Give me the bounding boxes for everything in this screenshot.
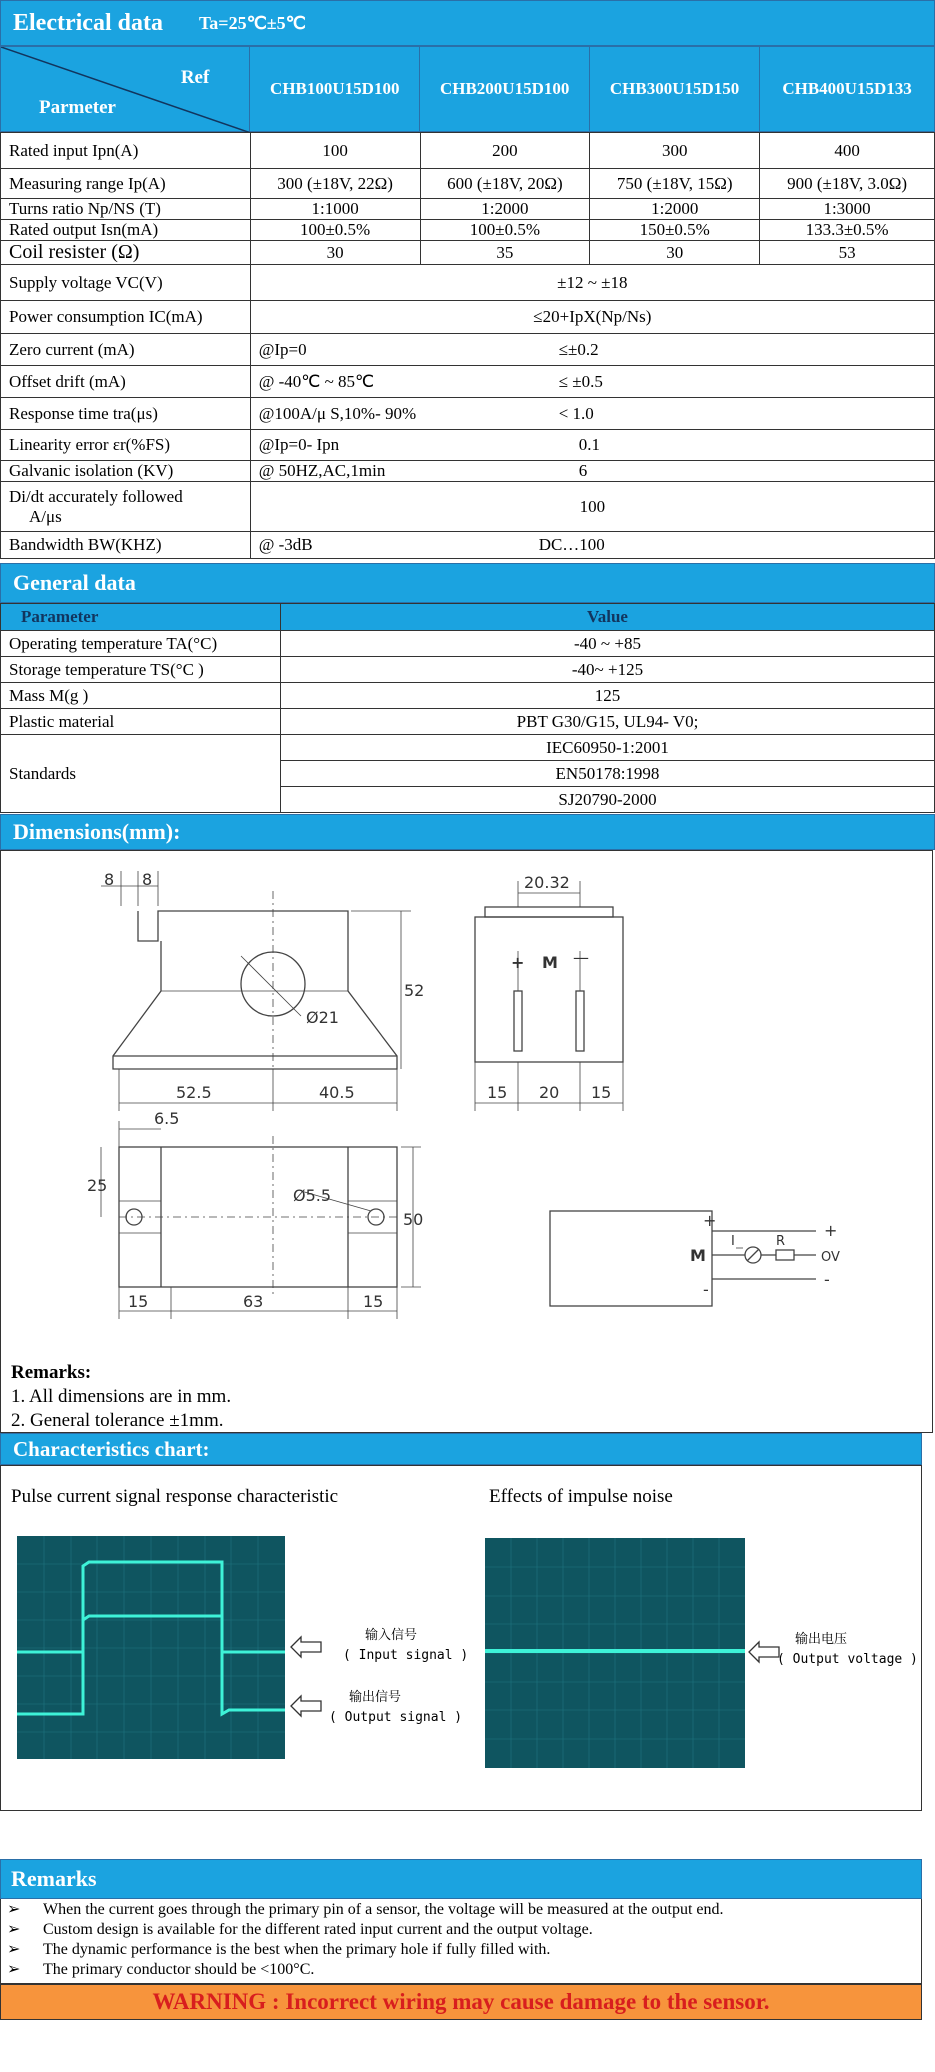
model-header-table [0, 46, 935, 132]
list-item [1, 1920, 921, 1940]
circuit-m: M [690, 1246, 706, 1265]
output-signal-label [329, 1688, 462, 1728]
table-row [1, 301, 935, 334]
row-label: Rated output Isn(mA) [1, 220, 251, 241]
row-label: Measuring range Ip(A) [1, 169, 251, 199]
cell: 100±0.5% [420, 220, 590, 241]
pulse-response-scope [17, 1536, 285, 1759]
row-label: Offset drift (mA) [1, 366, 251, 398]
electrical-model-header [0, 46, 935, 132]
general-header-row [1, 604, 935, 631]
value: ≤ ±0.5 [558, 371, 603, 391]
dim-d5: 40.5 [319, 1083, 355, 1102]
circuit-plus-in: + [703, 1211, 717, 1230]
condition: @Ip=0- Ipn [258, 435, 340, 454]
voltage-label-cn: 输出电压 [795, 1632, 848, 1647]
dim-minus: — [573, 948, 589, 967]
cell: PBT G30/G15, UL94- V0; [281, 709, 935, 735]
dim-d8: 20 [539, 1083, 560, 1102]
dim-d16: 15 [363, 1292, 384, 1311]
table-row [1, 430, 935, 461]
table-row [1, 398, 935, 430]
model-3: CHB400U15D133 [760, 47, 935, 132]
condition: @100A/μ S,10%- 90% [258, 403, 417, 423]
model-0: CHB100U15D100 [250, 47, 420, 132]
ref-label: Ref [180, 67, 210, 88]
cell [250, 398, 934, 430]
table-row [1, 169, 935, 199]
row-label: Supply voltage VC(V) [1, 265, 251, 301]
cell: 1:2000 [590, 199, 760, 220]
input-label-cn: 输入信号 [365, 1628, 418, 1643]
model-2: CHB300U15D150 [590, 47, 760, 132]
cell: -40 ~ +85 [281, 631, 935, 657]
dim-d15: 63 [243, 1292, 264, 1311]
electrical-data-title: Electrical data [13, 9, 163, 36]
cell: 1:3000 [760, 199, 935, 220]
cell: EN50178:1998 [281, 761, 935, 787]
output-arrow-icon [289, 1694, 323, 1718]
condition: @ 50HZ,AC,1min [258, 461, 386, 480]
row-label: Linearity error εr(%FS) [1, 430, 251, 461]
didt-label-line1: Di/dt accurately followed [9, 486, 183, 506]
general-data-header [0, 563, 935, 603]
dim-d14: 15 [128, 1292, 149, 1311]
cell: 53 [760, 241, 935, 265]
dim-d4: 52.5 [176, 1083, 212, 1102]
circuit-minus-in: - [703, 1280, 709, 1299]
right-chart-caption: Effects of impulse noise [489, 1486, 673, 1507]
cell: 200 [420, 133, 590, 169]
circuit-minus-out: - [824, 1270, 830, 1289]
table-row [1, 683, 935, 709]
output-label-cn: 输出信号 [349, 1690, 402, 1705]
remark-line: 2. General tolerance ±1mm. [11, 1410, 224, 1431]
dim-d3: Ø21 [306, 1008, 339, 1027]
dim-d1: 8 [142, 870, 153, 889]
output-voltage-label [777, 1630, 918, 1670]
table-row [1, 334, 935, 366]
col-value: Value [281, 604, 935, 631]
electrical-values-table [0, 132, 935, 559]
table-row [1, 709, 935, 735]
dim-d11: 25 [87, 1176, 108, 1195]
bullet-icon: ➢ [7, 1901, 21, 1918]
cell: 100 [250, 482, 934, 532]
characteristics-panel [0, 1465, 922, 1811]
value: < 1.0 [558, 403, 594, 423]
dim-plus: + [511, 953, 525, 972]
row-label: Operating temperature TA(°C) [1, 631, 281, 657]
dimensions-header [0, 814, 935, 850]
table-row [1, 461, 935, 482]
table-row [1, 265, 935, 301]
table-row [1, 657, 935, 683]
circuit-rm: R [776, 1234, 786, 1249]
row-label: Turns ratio Np/NS (T) [1, 199, 251, 220]
dim-d9: 15 [591, 1083, 612, 1102]
warning-bar [0, 1984, 922, 2020]
row-label: Zero current (mA) [1, 334, 251, 366]
list-item [1, 1900, 921, 1920]
value: 6 [578, 461, 588, 480]
condition: @ -40℃ ~ 85℃ [258, 371, 375, 391]
row-label [1, 482, 251, 532]
input-label-en: ( Input signal ) [343, 1648, 469, 1663]
circuit-is: I [731, 1234, 735, 1249]
circuit-ov: OV [821, 1250, 840, 1265]
cell: 300 [590, 133, 760, 169]
dim-d2: 52 [404, 981, 425, 1000]
dimension-drawing [1, 851, 934, 1321]
cell: 600 (±18V, 20Ω) [420, 169, 590, 199]
cell: ≤20+IpX(Np/Ns) [250, 301, 934, 334]
cell [250, 366, 934, 398]
remarks-title: Remarks [11, 1866, 97, 1891]
cell [250, 532, 934, 559]
voltage-arrow-icon [747, 1640, 781, 1664]
table-row [1, 482, 935, 532]
cell: 35 [420, 241, 590, 265]
cell: SJ20790-2000 [281, 787, 935, 813]
row-label: Bandwidth BW(KHZ) [1, 532, 251, 559]
dim-m: M [542, 953, 558, 972]
general-data-title: General data [13, 570, 136, 595]
cell: 300 (±18V, 22Ω) [250, 169, 420, 199]
dimensions-title: Dimensions(mm): [13, 819, 181, 844]
cell: 133.3±0.5% [760, 220, 935, 241]
dim-d6: 20.32 [524, 873, 570, 892]
condition: @Ip=0 [258, 339, 307, 359]
row-label: Rated input Ipn(A) [1, 133, 251, 169]
didt-label-line2: A/μs [29, 506, 62, 526]
general-table [0, 603, 935, 813]
model-1: CHB200U15D100 [420, 47, 590, 132]
table-row [1, 199, 935, 220]
output-label-en: ( Output signal ) [329, 1710, 463, 1725]
circuit-plus-out: + [824, 1221, 838, 1240]
table-row [1, 241, 935, 265]
input-signal-label [343, 1626, 468, 1666]
list-item [1, 1960, 921, 1980]
cell: 30 [590, 241, 760, 265]
table-row [1, 133, 935, 169]
row-label: Galvanic isolation (KV) [1, 461, 251, 482]
cell: -40~ +125 [281, 657, 935, 683]
dimensions-panel [0, 850, 933, 1433]
dim-d12: Ø5.5 [293, 1186, 332, 1205]
remark-text: The dynamic performance is the best when the primary hole if fully filled with. [43, 1941, 551, 1958]
table-row [1, 735, 935, 761]
cell: 1:1000 [250, 199, 420, 220]
dimension-remarks [11, 1361, 231, 1433]
impulse-noise-scope [485, 1538, 745, 1768]
cell: 400 [760, 133, 935, 169]
value: 0.1 [578, 435, 600, 454]
row-label: Storage temperature TS(°C ) [1, 657, 281, 683]
cell: 100 [250, 133, 420, 169]
cell [250, 430, 934, 461]
characteristics-title: Characteristics chart: [13, 1436, 210, 1461]
remark-text: Custom design is available for the different rated input current and the output voltage. [43, 1921, 593, 1938]
cell: ±12 ~ ±18 [250, 265, 934, 301]
table-row [1, 220, 935, 241]
cell: 900 (±18V, 3.0Ω) [760, 169, 935, 199]
cell: 125 [281, 683, 935, 709]
remarks-label: Remarks: [11, 1362, 92, 1383]
cell: 30 [250, 241, 420, 265]
cell: IEC60950-1:2001 [281, 735, 935, 761]
standards-label: Standards [1, 735, 281, 813]
dim-d13: 50 [403, 1210, 424, 1229]
cell: 100±0.5% [250, 220, 420, 241]
electrical-data-header [0, 0, 935, 46]
table-row [1, 631, 935, 657]
dim-d10: 6.5 [154, 1109, 180, 1128]
remark-text: The primary conductor should be <100°C. [43, 1961, 315, 1978]
row-label: Mass M(g ) [1, 683, 281, 709]
warning-text: WARNING : Incorrect wiring may cause damage to the sensor. [152, 1989, 770, 2014]
electrical-table [0, 132, 935, 559]
row-label: Coil resister (Ω) [1, 241, 251, 265]
parameter-label: Parmeter [39, 97, 116, 118]
row-label: Power consumption IC(mA) [1, 301, 251, 334]
remarks-list [0, 1899, 922, 1984]
list-item [1, 1940, 921, 1960]
remarks-header [0, 1859, 922, 1899]
cell: 1:2000 [420, 199, 590, 220]
dim-d1a: 8 [104, 870, 115, 889]
cell: 750 (±18V, 15Ω) [590, 169, 760, 199]
characteristics-header [0, 1433, 922, 1465]
bullet-icon: ➢ [7, 1921, 21, 1938]
general-values-table [0, 603, 935, 813]
table-row [1, 366, 935, 398]
value: DC…100 [538, 535, 605, 554]
row-label: Response time tra(μs) [1, 398, 251, 430]
row-label: Plastic material [1, 709, 281, 735]
electrical-condition: Ta=25℃±5℃ [198, 12, 306, 33]
ref-parameter-cell [1, 47, 250, 132]
cell [250, 334, 934, 366]
condition: @ -3dB [258, 535, 313, 554]
left-chart-caption: Pulse current signal response characteristic [11, 1486, 339, 1507]
bullet-icon: ➢ [7, 1961, 21, 1978]
value: ≤±0.2 [558, 339, 599, 359]
cell: 150±0.5% [590, 220, 760, 241]
input-arrow-icon [289, 1635, 323, 1659]
bullet-icon: ➢ [7, 1941, 21, 1958]
dim-d7: 15 [487, 1083, 508, 1102]
cell [250, 461, 934, 482]
table-row [1, 532, 935, 559]
remark-text: When the current goes through the primary pin of a sensor, the voltage will be measured at the output end. [43, 1901, 724, 1918]
voltage-label-en: ( Output voltage ) [777, 1652, 918, 1667]
remark-line: 1. All dimensions are in mm. [11, 1386, 232, 1407]
col-parameter: Parameter [1, 604, 281, 631]
